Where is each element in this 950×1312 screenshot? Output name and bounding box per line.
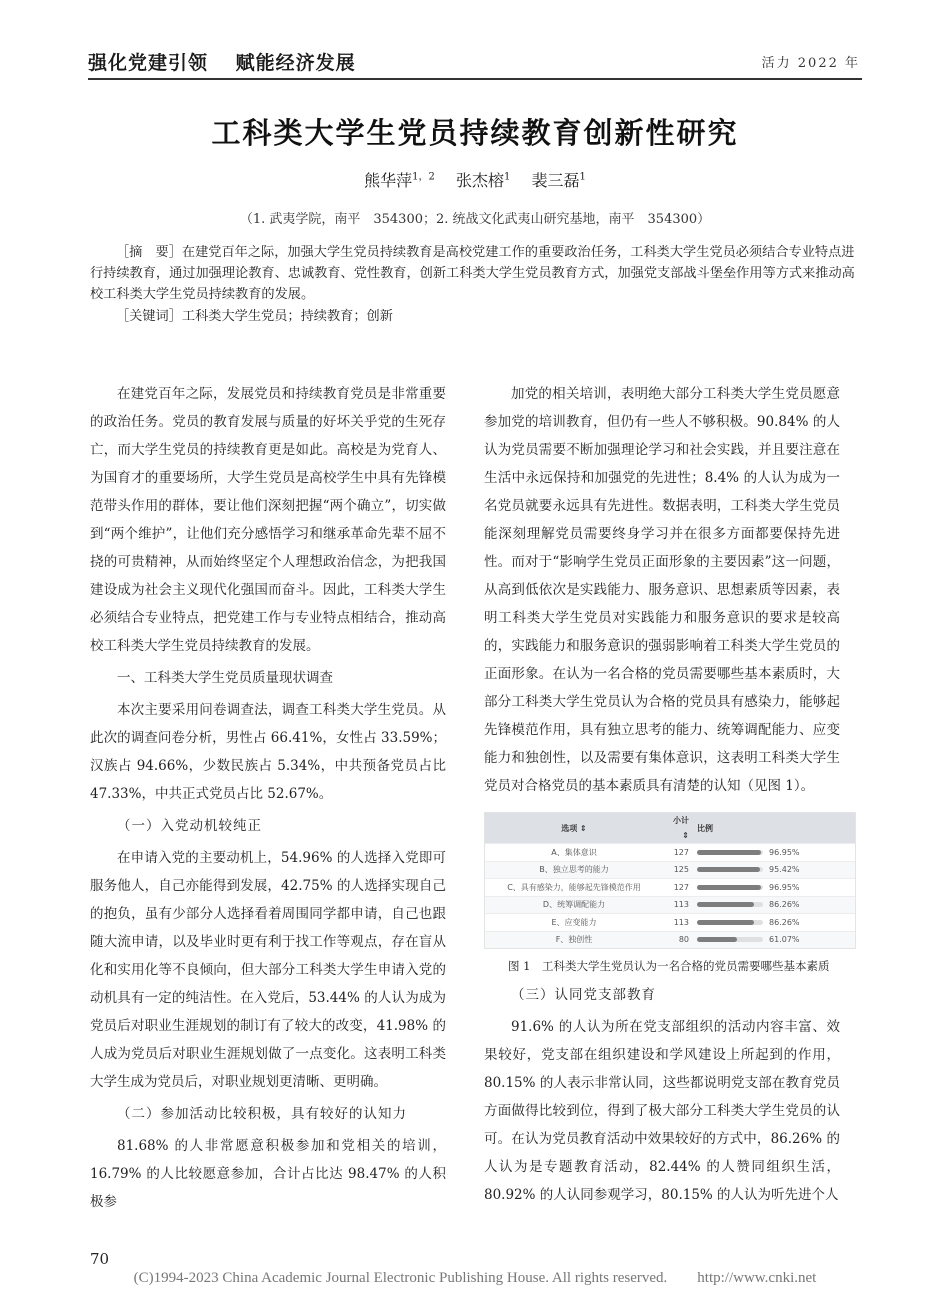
author: 张杰榕$^1$ <box>455 171 511 191</box>
author: 熊华萍$^{1,2}$ <box>364 171 435 191</box>
ratio-percent: 96.95% <box>769 847 800 857</box>
table-row <box>485 844 855 862</box>
count-cell: 80 <box>663 931 693 948</box>
ratio-cell <box>693 844 855 862</box>
right-column <box>484 380 840 1209</box>
author: 裴三磊$^1$ <box>531 171 586 191</box>
table-row <box>485 931 855 948</box>
paragraph: 在建党百年之际，发展党员和持续教育党员是非常重要的政治任务。党员的教育发展与质量的好坏关乎党的生死存亡，而大学生党员的持续教育更是如此。高校是为党育人、为国育才的重要场所，大学生党员是高校学生中具有先锋模范带头作用的群体，要让他们深刻把握“两个确立”，切实做到“两个维护”，让他们充分感悟学习和继承革命先辈不屈不挠的可贵精神，从而始终坚定个人理想政治信念，为把我国建设成为社会主义现代化强国而奋斗。因此，工科类大学生必须结合专业特点，把党建工作与专业特点相结合，推动高校工科类大学生党员持续教育的发展。 <box>90 386 446 654</box>
ratio-cell <box>693 879 855 897</box>
option-label: D、统筹调配能力 <box>485 896 663 914</box>
ratio-percent: 96.95% <box>769 882 800 892</box>
option-label: E、应变能力 <box>485 914 663 932</box>
ratio-percent: 86.26% <box>769 917 800 927</box>
figure-caption: 图 1 工科类大学生党员认为一名合格的党员需要哪些基本素质 <box>508 959 830 973</box>
count-cell: 113 <box>663 896 693 914</box>
count-cell: 125 <box>663 861 693 879</box>
keywords: ［关键词］工科类大学生党员；持续教育；创新 <box>116 309 393 324</box>
paragraph: 91.6% 的人认为所在党支部组织的活动内容丰富、效果较好，党支部在组织建设和学风建设上所起到的作用，80.15% 的人表示非常认同，这些都说明党支部在教育党员方面做得比较到位，得到了极大部分工科类大学生党员的认可。在认为党员教育活动中效果较好的方式中，86.26% 的人认为是专题教育活动，82.44% 的人赞同组织生活，80.92% 的人认同参观学习，80.15% 的人认为听先进个人 <box>484 1019 840 1203</box>
ratio-bar-fill <box>697 937 737 942</box>
ratio-cell <box>693 914 855 932</box>
ratio-percent: 86.26% <box>769 900 800 910</box>
ratio-cell <box>693 896 855 914</box>
abstract-block <box>90 242 860 327</box>
option-label: F、独创性 <box>485 931 663 948</box>
subsection-heading: （三）认同党支部教育 <box>511 987 656 1003</box>
subsection-heading: （二）参加活动比较积极，具有较好的认知力 <box>117 1106 407 1122</box>
ratio-bar-fill <box>697 920 754 925</box>
column-title-part-1: 强化党建引领 <box>88 52 209 74</box>
ratio-percent: 61.07% <box>769 935 800 945</box>
col-header-count[interactable]: 小计 ⇕ <box>663 813 693 844</box>
paragraph: 本次主要采用问卷调查法，调查工科类大学生党员。从此次的调查问卷分析，男性占 66.41%，女性占 33.59%；汉族占 94.66%，少数民族占 5.34%，中共预备党员占比 47.33%，中共正式党员占比 52.67%。 <box>90 702 446 802</box>
ratio-bar-fill <box>697 885 761 890</box>
ratio-cell <box>693 861 855 879</box>
ratio-cell <box>693 931 855 948</box>
section-heading: 一、工科类大学生党员质量现状调查 <box>117 670 333 686</box>
ratio-bar <box>697 902 763 907</box>
author-list <box>0 168 950 191</box>
option-label: C、具有感染力，能够起先锋模范作用 <box>485 879 663 897</box>
option-label: A、集体意识 <box>485 844 663 862</box>
paragraph: 在申请入党的主要动机上，54.96% 的人选择入党即可服务他人，自己亦能得到发展，42.75% 的人选择实现自己的抱负，虽有少部分人选择看着周围同学都申请，自己也跟随大流申请，以及毕业时更有利于找工作等观点，存在盲从化和实用化等不良倾向，但大部分工科类大学生申请入党的动机具有一定的纯洁性。在入党后，53.44% 的人认为成为党员后对职业生涯规划的制订有了较大的改变，41.98% 的人成为党员后对职业生涯规划做了一点变化。这表明工科类大学生成为党员后，对职业规划更清晰、更明确。 <box>90 850 446 1090</box>
paragraph: 加党的相关培训，表明绝大部分工科类大学生党员愿意参加党的培训教育，但仍有一些人不够积极。90.84% 的人认为党员需要不断加强理论学习和社会实践，并且要注意在生活中永远保持和加强党的先进性；8.4% 的人认为成为一名党员就要永远具有先进性。数据表明，工科类大学生党员能深刻理解党员需要终身学习并在很多方面都要保持先进性。而对于“影响学生党员正面形象的主要因素”这一问题，从高到低依次是实践能力、服务意识、思想素质等因素，表明工科类大学生党员对实践能力和服务意识的要求是较高的，实践能力和服务意识的强弱影响着工科类大学生党员的正面形象。在认为一名合格的党员需要哪些基本素质时，大部分工科类大学生党员认为合格的党员具有感染力，能够起先锋模范作用，具有独立思考的能力、统筹调配能力、应变能力和独创性，以及需要有集体意识，这表明工科类大学生党员对合格党员的基本素质具有清楚的认知（见图 1）。 <box>484 386 840 794</box>
header-divider <box>88 78 862 80</box>
left-column <box>90 380 446 1216</box>
column-title-part-2: 赋能经济发展 <box>235 52 356 74</box>
ratio-bar <box>697 867 763 872</box>
ratio-bar-fill <box>697 867 760 872</box>
copyright-notice: (C)1994-2023 China Academic Journal Electronic Publishing House. All rights reserved. http://www.cnki.net <box>133 1270 817 1286</box>
ratio-bar-fill <box>697 850 761 855</box>
col-header-ratio: 比例 <box>693 813 855 844</box>
journal-issue: 活力 2022 年 <box>761 56 860 71</box>
ratio-bar <box>697 850 763 855</box>
ratio-bar <box>697 885 763 890</box>
count-cell: 127 <box>663 879 693 897</box>
count-cell: 127 <box>663 844 693 862</box>
figure-1-table <box>484 812 856 949</box>
count-cell: 113 <box>663 914 693 932</box>
table-row <box>485 896 855 914</box>
ratio-bar-fill <box>697 902 754 907</box>
article-title: 工科类大学生党员持续教育创新性研究 <box>211 116 739 150</box>
col-header-option[interactable]: 选项 ⇕ <box>485 813 663 844</box>
journal-column-title <box>88 48 376 75</box>
table-row <box>485 861 855 879</box>
paragraph: 81.68% 的人非常愿意积极参加和党相关的培训，16.79% 的人比较愿意参加，合计占比达 98.47% 的人积极参 <box>90 1138 446 1210</box>
ratio-bar <box>697 937 763 942</box>
page-number: 70 <box>90 1250 110 1268</box>
ratio-bar <box>697 920 763 925</box>
ratio-percent: 95.42% <box>769 865 800 875</box>
option-label: B、独立思考的能力 <box>485 861 663 879</box>
subsection-heading: （一）入党动机较纯正 <box>117 818 262 834</box>
table-row <box>485 879 855 897</box>
affiliation: （1. 武夷学院，南平 354300；2. 统战文化武夷山研究基地，南平 354300） <box>239 212 711 227</box>
abstract-text: ［摘 要］在建党百年之际，加强大学生党员持续教育是高校党建工作的重要政治任务，工科类大学生党员必须结合专业特点进行持续教育，通过加强理论教育、忠诚教育、党性教育，创新工科类大学生党员教育方式，加强党支部战斗堡垒作用等方式来推动高校工科类大学生党员持续教育的发展。 <box>90 245 855 302</box>
table-row <box>485 914 855 932</box>
